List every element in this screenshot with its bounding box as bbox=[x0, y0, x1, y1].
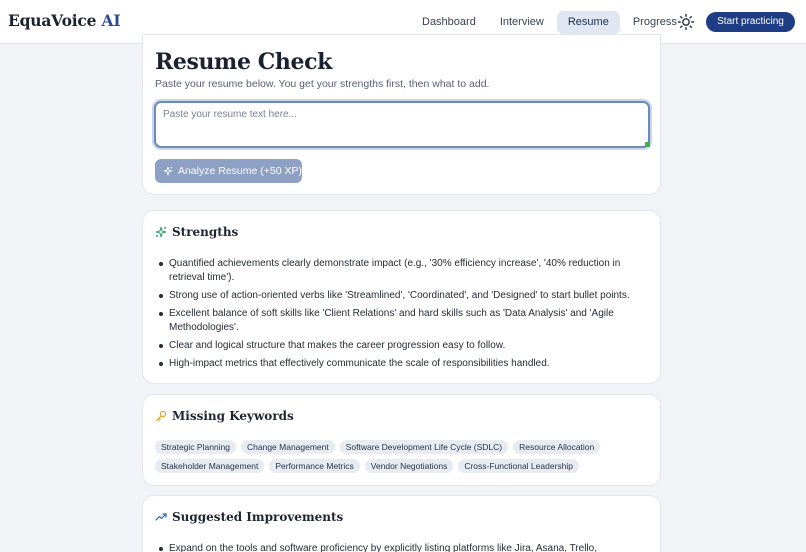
sparkles-icon bbox=[155, 226, 167, 238]
strengths-list bbox=[155, 257, 643, 375]
suggested-improvements-title: Suggested Improvements bbox=[172, 510, 344, 524]
missing-keywords-card bbox=[142, 394, 661, 486]
brand-ai: AI bbox=[101, 11, 121, 30]
keyword-chip: Change Management bbox=[241, 440, 335, 454]
resume-text-input[interactable] bbox=[154, 101, 650, 148]
brand-name: EquaVoice bbox=[8, 11, 97, 30]
missing-keywords-header bbox=[155, 409, 294, 423]
resume-check-card bbox=[142, 34, 661, 195]
trending-up-icon bbox=[155, 511, 167, 523]
analyze-resume-button[interactable] bbox=[155, 159, 302, 183]
theme-toggle-button[interactable] bbox=[676, 12, 696, 32]
nav-interview[interactable]: Interview bbox=[499, 16, 544, 28]
nav-resume[interactable]: Resume bbox=[557, 11, 620, 34]
strengths-card bbox=[142, 210, 661, 384]
list-item: Excellent balance of soft skills like 'Client Relations' and hard skills such as 'Data Analysis' and 'Agile Methodologies'. bbox=[155, 307, 643, 335]
list-item: Quantified achievements clearly demonstrate impact (e.g., '30% efficiency increase', '40% reduction in retrieval time'). bbox=[155, 257, 643, 285]
list-item: Expand on the tools and software proficiency by explicitly listing platforms like Jira, Asana, Trello, bbox=[155, 542, 643, 552]
sparkles-icon bbox=[163, 165, 173, 177]
resize-handle[interactable] bbox=[645, 142, 650, 147]
suggested-improvements-header bbox=[155, 510, 343, 524]
list-item: Strong use of action-oriented verbs like 'Streamlined', 'Coordinated', and 'Designed' to start bullet points. bbox=[155, 289, 643, 303]
keyword-chip: Strategic Planning bbox=[155, 440, 236, 454]
keyword-chips bbox=[155, 440, 650, 478]
improvements-list bbox=[155, 542, 643, 552]
missing-keywords-title: Missing Keywords bbox=[172, 409, 294, 423]
keyword-chip: Vendor Negotiations bbox=[365, 459, 454, 473]
page-title: Resume Check bbox=[155, 49, 332, 75]
sun-icon bbox=[676, 12, 696, 32]
keyword-chip: Performance Metrics bbox=[269, 459, 359, 473]
strengths-header bbox=[155, 225, 238, 239]
strengths-title: Strengths bbox=[172, 225, 239, 239]
keyword-chip: Software Development Life Cycle (SDLC) bbox=[340, 440, 508, 454]
start-practicing-button[interactable]: Start practicing bbox=[706, 12, 795, 32]
page-subtitle: Paste your resume below. You get your strengths first, then what to add. bbox=[155, 78, 490, 90]
list-item: High-impact metrics that effectively communicate the scale of responsibilities handled. bbox=[155, 357, 643, 371]
brand-logo[interactable] bbox=[8, 11, 120, 30]
list-item: Clear and logical structure that makes the career progression easy to follow. bbox=[155, 339, 643, 353]
suggested-improvements-card bbox=[142, 495, 661, 552]
analyze-resume-label: Analyze Resume (+50 XP) bbox=[177, 165, 302, 177]
keyword-chip: Cross-Functional Leadership bbox=[458, 459, 579, 473]
main-nav bbox=[411, 11, 690, 34]
keyword-chip: Stakeholder Management bbox=[155, 459, 264, 473]
keyword-chip: Resource Allocation bbox=[513, 440, 600, 454]
nav-dashboard[interactable]: Dashboard bbox=[422, 16, 476, 28]
key-icon bbox=[155, 410, 167, 422]
nav-progress[interactable]: Progress bbox=[632, 16, 677, 28]
